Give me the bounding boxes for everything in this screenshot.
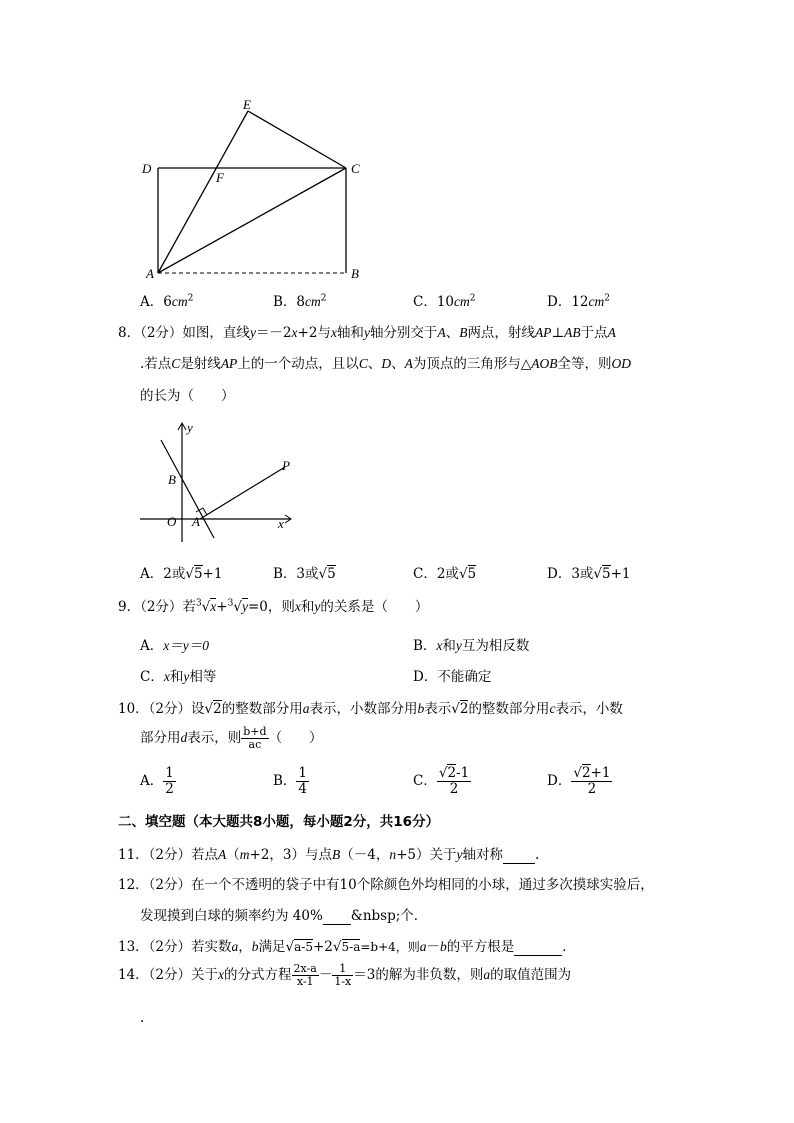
q10-fraction-den: ac [248, 738, 262, 752]
q8-text: 、 [391, 356, 405, 372]
q8-var: A [607, 325, 616, 340]
q12-line2 [140, 904, 427, 925]
q11-answer-blank[interactable] [503, 847, 535, 864]
q7-label-e: E [243, 97, 251, 112]
q8-option-d-letter: D． [547, 566, 572, 582]
q10-text: 表示，小数 [555, 701, 623, 717]
q13-number: 13．（2分）若实数 [118, 939, 232, 955]
q13-answer-blank[interactable] [514, 939, 562, 956]
q9-option-a-letter: A． [140, 638, 164, 654]
q7-label-a: A [146, 266, 154, 281]
q9-radicand-y: y [241, 599, 248, 614]
q7-option-d-letter: D． [547, 294, 572, 310]
q14-var: x [218, 967, 225, 983]
q9-plus: + [216, 599, 228, 615]
q8-var: x [291, 325, 298, 340]
q10-text: 的整数部分用 [221, 701, 303, 717]
q14-fraction-2 [332, 963, 353, 988]
q9-option-b-letter: B． [413, 638, 437, 654]
q9-text: 和 [442, 638, 456, 654]
q7-label-f: F [216, 170, 224, 185]
q12-text: &nbsp; [350, 908, 401, 924]
q10-option-d-letter: D． [547, 772, 572, 789]
q10-option-d-fraction [571, 766, 612, 797]
sqrt-icon: √ [185, 566, 194, 582]
q13-var: a [231, 939, 239, 954]
q13-radicand: a-5 [294, 940, 313, 954]
q10-option-c-fraction [437, 766, 471, 797]
q9-option-c[interactable] [140, 665, 216, 685]
q11-var: n [389, 847, 397, 862]
q7-option-c-letter: C． [413, 294, 437, 310]
q8-option-c-radicand: 5 [467, 566, 477, 582]
q10-option-c-num [437, 766, 471, 782]
q8-var: A [437, 325, 446, 340]
q11-text: （ [226, 847, 240, 863]
q7-option-b[interactable] [273, 290, 327, 310]
q13-stem [118, 935, 576, 956]
q9-var: x [436, 638, 443, 653]
q10-radicand: 2 [213, 701, 222, 717]
q7-option-a-exp: 2 [187, 293, 194, 304]
q10-option-b-fraction [296, 766, 309, 797]
q12-text: 个． [400, 908, 428, 924]
q13-text: =b+4，则 [360, 940, 420, 954]
q10-text: 表示，则 [187, 730, 242, 747]
q8-line2 [140, 352, 631, 372]
q8-option-d-radicand: 5 [602, 566, 611, 582]
q8-text: 于点 [580, 325, 608, 341]
q8-line1 [118, 321, 616, 341]
q8-text: 上的一个动点，且以 [237, 356, 359, 372]
q8-var: D [381, 356, 392, 371]
q8-label-b: B [168, 472, 176, 487]
q11-text: +5）关于 [396, 847, 457, 863]
q8-text: 轴分别交于 [369, 325, 438, 341]
q8-label-p: P [282, 458, 290, 473]
q10-line2 [140, 726, 323, 751]
q8-var: x [330, 325, 337, 340]
q10-option-a-fraction [163, 766, 176, 797]
q9-var: x [294, 599, 301, 614]
q10-text: （ ） [268, 730, 323, 747]
q10-text: 部分用 [140, 730, 181, 747]
sqrt-icon: √ [204, 701, 214, 717]
q8-var: B [459, 325, 468, 340]
q10-option-a-num: 1 [165, 765, 174, 781]
q8-text: 、 [367, 356, 382, 372]
q7-option-a-letter: A． [140, 294, 164, 310]
sqrt-icon: √ [318, 566, 328, 582]
q8-text: 轴和 [336, 325, 364, 341]
q13-radicand: 5-a [341, 940, 361, 954]
sqrt-icon: √ [458, 566, 468, 582]
q7-option-a-value: 6 [163, 294, 172, 310]
q10-text: 的整数部分用 [468, 701, 550, 717]
q10-option-c-letter: C． [413, 772, 437, 789]
q10-option-b-letter: B． [273, 772, 297, 789]
q8-text: 为顶点的三角形与△ [412, 356, 532, 372]
q13-text: ． [562, 939, 576, 955]
q11-text: +2，3）与点 [249, 847, 333, 863]
q7-label-c: C [351, 161, 360, 176]
q11-var: B [332, 847, 341, 862]
q14-text: 的取值范围为 [490, 967, 572, 984]
q10-option-c[interactable] [413, 766, 471, 797]
q10-radicand: 2 [459, 701, 469, 717]
q9-root-index: 3 [195, 598, 202, 609]
q12-line1: 12．（2分）在一个不透明的袋子中有10个除颜色外均相同的小球，通过多次摸球实验后， [118, 877, 654, 893]
q7-option-a-unit: cm [171, 294, 188, 309]
q10-option-b-den: 4 [298, 780, 308, 797]
q11-text: 轴对称 [462, 847, 504, 863]
q13-text: 的平方根是 [446, 939, 515, 955]
q13-text: － [426, 939, 441, 955]
q14-fraction-1-den: x-1 [296, 975, 314, 989]
q7-option-d[interactable] [547, 290, 610, 310]
q9-radicand-x: x [210, 599, 217, 614]
q8-option-a-radicand: 5 [193, 566, 203, 582]
q9-text: 和 [169, 669, 184, 685]
q9-text: 互为相反数 [461, 638, 530, 654]
q9-option-d-text: 不能确定 [437, 669, 492, 685]
q8-text: ⊥ [551, 325, 565, 341]
q9-var: x [163, 669, 170, 684]
section-heading: 二、填空题（本大题共8小题，每小题2分，共16分） [118, 814, 440, 830]
q12-answer-blank[interactable] [323, 908, 351, 925]
q9-root-index: 3 [227, 598, 234, 609]
q8-option-d-post: +1 [610, 566, 631, 582]
q7-figure [130, 95, 370, 285]
q9-text: =0，则 [247, 599, 295, 615]
q10-option-d-den: 2 [587, 780, 597, 797]
q11-text: . [535, 847, 540, 863]
q8-option-a-pre: 2或 [163, 566, 186, 582]
q8-option-a[interactable] [140, 562, 222, 582]
q14-fraction-2-den: 1-x [334, 975, 352, 989]
q7-label-d: D [142, 161, 152, 176]
q11-var: A [218, 847, 227, 862]
q8-line3: 的长为（ ） [140, 388, 235, 404]
q8-text: 是射线 [180, 356, 221, 372]
q9-option-a[interactable] [140, 634, 209, 654]
q10-option-d[interactable] [547, 766, 612, 797]
q8-ray-ap [200, 467, 285, 519]
q7-option-c[interactable] [413, 290, 476, 310]
q8-label-x: x [278, 516, 284, 531]
q10-number: 10．（2分）设 [118, 701, 205, 717]
q13-var: b [440, 939, 447, 954]
q11-number: 11．（2分）若点 [118, 847, 219, 863]
q8-option-c-letter: C． [413, 566, 437, 582]
q8-number: 8．（2分）如图，直线 [118, 325, 250, 341]
q9-var: y [183, 669, 190, 684]
q8-var: y [249, 325, 256, 340]
q9-option-a-text: x＝y＝0 [163, 638, 209, 653]
q8-text: +2与 [297, 325, 331, 341]
q8-var: AP [220, 356, 238, 371]
sqrt-icon: √ [573, 765, 582, 781]
q8-var: AB [564, 325, 581, 340]
sqrt-icon: √ [438, 765, 448, 781]
q10-fraction-num: b+d [243, 725, 267, 738]
q13-text: ， [238, 939, 252, 955]
q14-line2: . [140, 1010, 145, 1026]
q7-option-d-exp: 2 [604, 293, 610, 304]
q14-stem [118, 963, 571, 988]
q11-text: （－4， [340, 847, 390, 863]
q10-option-a[interactable] [140, 766, 176, 797]
q8-option-d-pre: 3或 [571, 566, 594, 582]
q9-text: 的关系是（ ） [320, 599, 429, 615]
q10-var: a [302, 701, 310, 716]
q8-option-b-radicand: 5 [327, 566, 336, 582]
q9-var: y [455, 638, 462, 653]
q14-text: ＝3的解为非负数，则 [353, 967, 484, 984]
q10-text: 表示 [424, 701, 452, 717]
q7-option-c-unit: cm [454, 294, 470, 309]
q8-var: OD [611, 356, 631, 371]
q10-option-b[interactable] [273, 766, 309, 797]
q14-number: 14．（2分）关于 [118, 967, 219, 984]
q7-option-c-exp: 2 [469, 293, 476, 304]
q14-text: － [318, 967, 333, 984]
q7-option-c-value: 10 [436, 294, 455, 310]
q9-option-c-letter: C． [140, 669, 164, 685]
q8-var: A [404, 356, 413, 371]
q8-option-a-post: +1 [202, 566, 223, 582]
q10-option-c-post: -1 [456, 765, 470, 781]
q7-option-b-value: 8 [296, 294, 306, 310]
q12-text: 发现摸到白球的频率约为 40% [140, 908, 323, 924]
q7-option-b-unit: cm [305, 294, 321, 309]
q9-stem [118, 595, 428, 615]
q8-option-a-letter: A． [140, 566, 164, 582]
q8-label-a: A [192, 514, 200, 529]
q7-option-b-letter: B． [273, 294, 297, 310]
q10-var: b [417, 701, 425, 716]
q8-option-d[interactable] [547, 562, 631, 582]
q8-label-y: y [187, 420, 193, 435]
q9-number: 9．（2分）若 [118, 599, 196, 615]
q7-line-ec [248, 111, 346, 168]
q8-option-b[interactable] [273, 562, 336, 582]
q9-text: 相等 [189, 669, 217, 685]
sqrt-icon: √ [593, 566, 603, 582]
q7-option-d-value: 12 [571, 294, 589, 310]
q8-text: 、 [445, 325, 460, 341]
q13-text: 满足 [258, 939, 286, 955]
q14-var: a [483, 967, 491, 983]
q10-option-d-num [571, 766, 612, 782]
q10-option-a-letter: A． [140, 772, 164, 789]
q10-option-d-post: +1 [590, 765, 611, 781]
q9-text: 和 [300, 599, 315, 615]
q8-figure [140, 418, 300, 543]
q8-text: ＝－2 [255, 325, 292, 341]
q10-line1 [118, 697, 623, 717]
q14-text: 的分式方程 [224, 967, 292, 984]
cbrt-icon: √ [201, 599, 211, 615]
q11-stem [118, 843, 539, 864]
q10-var: d [180, 730, 188, 746]
q8-option-b-pre: 3或 [296, 566, 319, 582]
q11-var: m [239, 847, 250, 862]
q8-text: .若点 [140, 356, 172, 372]
sqrt-icon: √ [451, 701, 460, 717]
q8-text: 两点，射线 [467, 325, 535, 341]
q9-option-d[interactable] [413, 665, 491, 685]
q8-label-o: O [167, 514, 177, 529]
q14-fraction-2-num: 1 [332, 963, 353, 976]
q8-var: C [358, 356, 368, 371]
q14-fraction-1-num: 2x-a [293, 962, 317, 975]
q10-option-d-radicand: 2 [581, 765, 591, 781]
q10-var: c [549, 701, 556, 716]
q7-option-d-unit: cm [588, 294, 605, 309]
q8-text: 全等，则 [557, 356, 612, 372]
q13-var: a [419, 939, 427, 954]
q11-var: y [456, 847, 463, 862]
q9-option-b[interactable] [413, 634, 529, 654]
q8-var: y [363, 325, 370, 340]
q8-var: C [171, 356, 181, 371]
q8-option-b-letter: B． [273, 566, 297, 582]
q10-text: 表示，小数部分用 [309, 701, 418, 717]
q8-option-c-pre: 2或 [436, 566, 459, 582]
q7-label-b: B [351, 266, 359, 281]
q10-option-c-den: 2 [449, 780, 459, 797]
q7-option-a[interactable] [140, 290, 193, 310]
q8-var: AOB [531, 356, 558, 371]
cbrt-icon: √ [233, 599, 242, 615]
q10-fraction [241, 726, 268, 751]
q14-fraction-1 [292, 963, 319, 988]
q13-text: +2 [312, 939, 333, 955]
q8-var: AP [534, 325, 552, 340]
sqrt-icon: √ [332, 939, 342, 955]
q8-option-c[interactable] [413, 562, 476, 582]
q10-option-c-radicand: 2 [447, 765, 457, 781]
q10-option-a-den: 2 [165, 780, 174, 797]
q9-option-d-letter: D． [413, 669, 438, 685]
q7-option-b-exp: 2 [320, 293, 327, 304]
q9-var: y [314, 599, 321, 614]
sqrt-icon: √ [285, 939, 295, 955]
q13-var: b [251, 939, 259, 954]
q10-option-b-num: 1 [298, 765, 308, 781]
